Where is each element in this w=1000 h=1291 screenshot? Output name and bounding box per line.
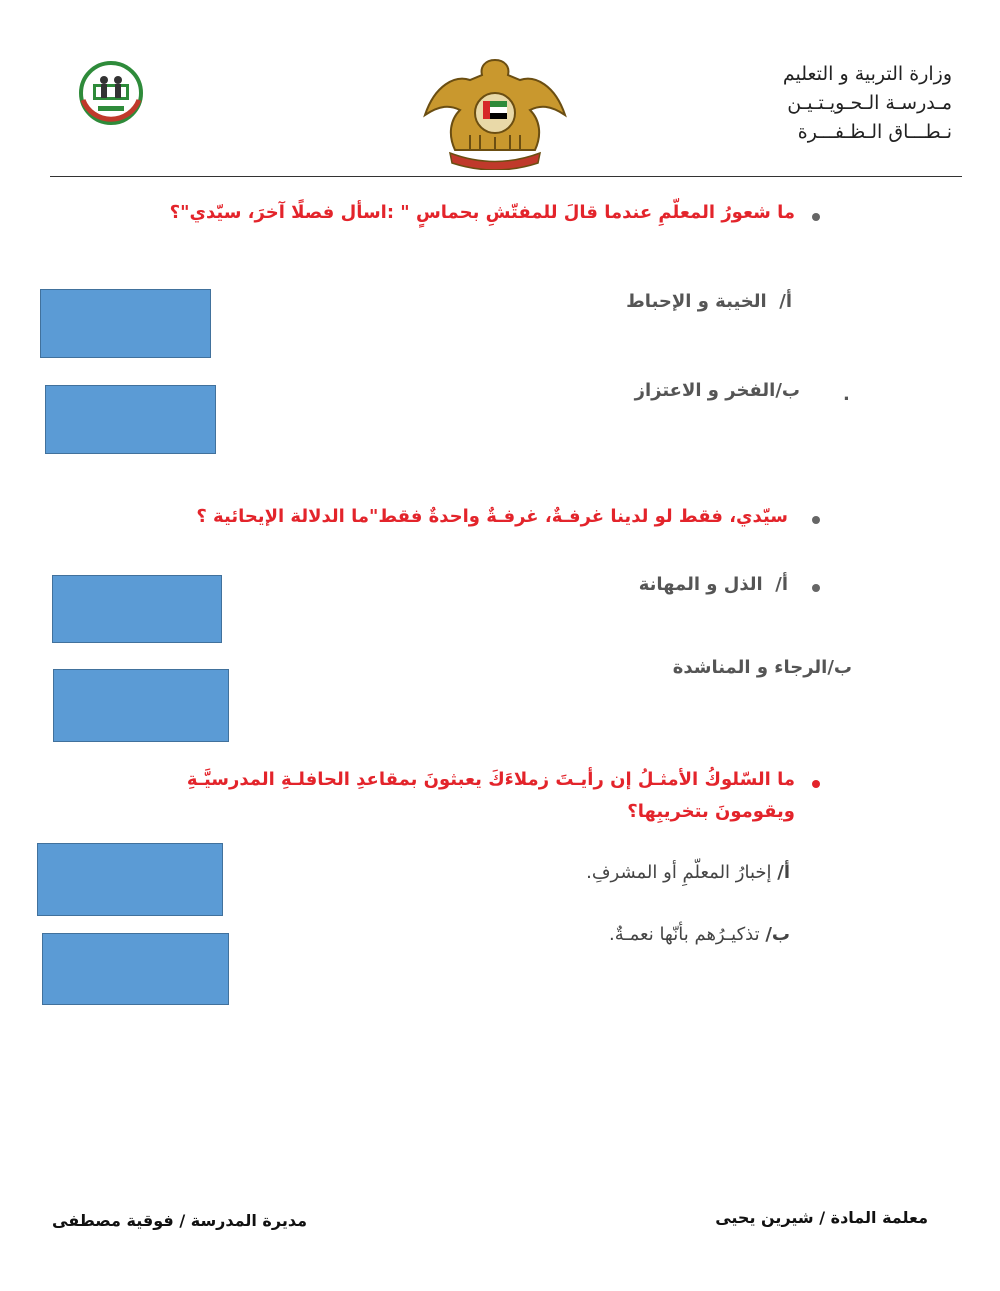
option-prefix: ب/ (765, 924, 790, 945)
answer-box-q2-a[interactable] (52, 575, 222, 643)
option-label: الخيبة و الإحباط (626, 291, 767, 312)
option-label: الفخر و الاعتزاز (634, 380, 776, 401)
bullet-icon (812, 780, 820, 788)
q2-option-b (673, 657, 852, 678)
option-prefix: ب/ (775, 380, 800, 401)
answer-box-q3-b[interactable] (42, 933, 229, 1005)
q1-option-b (635, 380, 800, 401)
q3-option-a (586, 862, 790, 883)
option-prefix: أ/ (775, 574, 788, 595)
school-name: مـدرسـة الـحـويـتـيـن (787, 92, 952, 114)
school-header (692, 60, 952, 147)
option-label: الذل و المهانة (638, 574, 763, 595)
option-label: إخبارُ المعلّمِ أو المشرفِ. (586, 862, 772, 883)
bullet-icon (812, 584, 820, 592)
answer-box-q3-a[interactable] (37, 843, 223, 916)
ministry-logo (78, 60, 144, 128)
bullet-icon (812, 516, 820, 524)
uae-emblem (420, 55, 570, 170)
q1-option-b-dot: . (843, 384, 850, 405)
question-3-line1: ما السّلوكُ الأمثـلُ إن رأيـتَ زملاءَكَ يعبثونَ بمقاعدِ الحافلـةِ المدرسيَّـةِ (186, 769, 795, 790)
q2-option-a (639, 574, 788, 595)
q3-option-b (609, 924, 790, 945)
question-1-text: ما شعورُ المعلّمِ عندما قالَ للمفتّشِ بحماسٍ " :اسأل فصلًا آخرَ، سيّدي"؟ (169, 202, 795, 223)
ministry-name: وزارة التربية و التعليم (782, 63, 952, 85)
q1-option-a (626, 291, 792, 312)
question-2-text: سيّدي، فقط لو لدينا غرفـةٌ، غرفـةٌ واحدةٌ فقط"ما الدلالة الإيحائية ؟ (196, 506, 788, 527)
answer-box-q1-a[interactable] (40, 289, 211, 358)
question-3-line2: ويقومونَ بتخريبِها؟ (627, 801, 795, 822)
option-label: تذكيـرُهم بأنّها نعمـةٌ. (608, 924, 760, 945)
option-prefix: ب/ (827, 657, 852, 678)
answer-box-q1-b[interactable] (45, 385, 216, 454)
bullet-icon (812, 213, 820, 221)
district-name: نـطـــاق الـظـفـــرة (797, 121, 952, 143)
header-divider (50, 176, 962, 177)
answer-box-q2-b[interactable] (53, 669, 229, 742)
option-prefix: أ/ (777, 862, 790, 883)
option-label: الرجاء و المناشدة (672, 657, 828, 678)
principal-signature: مديرة المدرسة / فوقية مصطفى (52, 1211, 307, 1230)
teacher-signature: معلمة المادة / شيرين يحيى (715, 1208, 928, 1227)
option-prefix: أ/ (779, 291, 792, 312)
